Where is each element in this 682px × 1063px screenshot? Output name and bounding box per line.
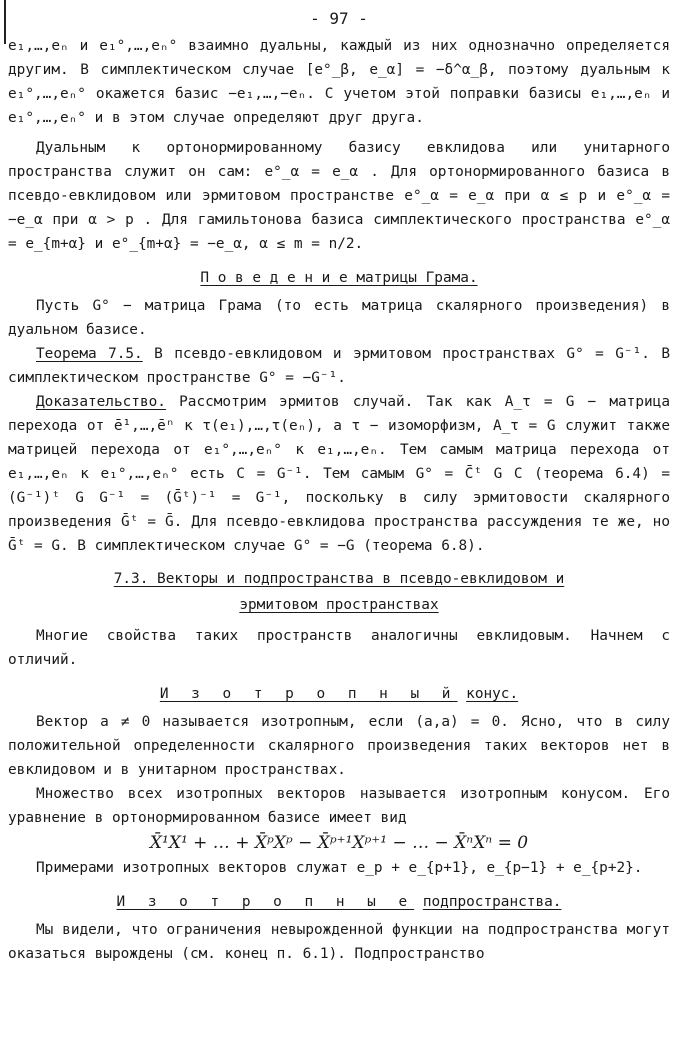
paragraph-orthonormal-dual: Дуальным к ортонормированному базису евклидова или унитарного пространства служит он сам: e°_α = e_α . Для ортонормированного базиса в псевдо-евклидовом или эрмитовом пространстве e°_α = e_α при α ≤ p и e°_α = −e_α при α > p . Для гамильтонова базиса симплектического пространства e°_α = e_{m+α} и e°_{m+α} = −e_α, α ≤ m = n/2.	[8, 140, 670, 252]
cone-equation: X̄¹X¹ + … + X̄ᵖXᵖ − X̄ᵖ⁺¹Xᵖ⁺¹ − … − X̄ⁿXⁿ = 0	[149, 833, 529, 853]
paragraph-isotropic-examples: Примерами изотропных векторов служат e_p + e_{p+1}, e_{p−1} + e_{p+2}.	[36, 860, 643, 876]
paragraph-theorem-7-5	[8, 342, 670, 390]
page-number: - 97 -	[310, 9, 368, 28]
paragraph-dual-bases: e₁,…,eₙ и e₁°,…,eₙ° взаимно дуальны, каждый из них однозначно определяется другим. В симплектическом случае [e°_β, e_α] = −δ^α_β, поэтому дуальным к e₁°,…,eₙ° окажется базис −e₁,…,−eₙ. С учетом этой поправки базисы e₁,…,eₙ и e₁°,…,eₙ° и в этом случае определяют друг друга.	[8, 38, 670, 126]
heading-cone-spaced: И з о т р о п н ы й	[159, 686, 458, 702]
section-title-line2: эрмитовом пространствах	[239, 597, 439, 613]
paragraph-isotropic-cone: Множество всех изотропных векторов называется изотропным конусом. Его уравнение в ортонормированном базисе имеет вид	[8, 786, 670, 826]
heading-isotropic-cone	[8, 680, 670, 708]
paragraph-properties: Многие свойства таких пространств аналогичны евклидовым. Начнем с отличий.	[8, 628, 670, 668]
theorem-label: Теорема 7.5.	[36, 346, 143, 362]
paragraph-degenerate-restriction: Мы видели, что ограничения невырожденной функции на подпространства могут оказаться вырождены (см. конец п. 6.1). Подпространство	[8, 922, 670, 962]
paragraph-proof	[8, 390, 670, 558]
theorem-text: В псевдо-евклидовом и эрмитовом пространствах G° = G⁻¹. В симплектическом пространстве G° = −G⁻¹.	[8, 346, 670, 386]
proof-text: Рассмотрим эрмитов случай. Так как A_τ = G − матрица перехода от ē¹,…,ēⁿ к τ(e₁),…,τ(eₙ), а τ − изоморфизм, A_τ = G служит также матрицей перехода от e₁°,…,eₙ° к e₁,…,eₙ. Тем самым матрица перехода от e₁,…,eₙ к e₁°,…,eₙ° есть C = G⁻¹. Тем самым G° = C̄ᵗ G C (теорема 6.4) = (G⁻¹)ᵗ G G⁻¹ = (Ḡᵗ)⁻¹ = G⁻¹, поскольку в силу эрмитовости скалярного произведения Ḡᵗ = Ḡ. Для псевдо-евклидова пространства рассуждения те же, но Ḡᵗ = G. В симплектическом случае G° = −G (теорема 6.8).	[8, 394, 670, 554]
paragraph-isotropic-vector: Вектор a ≠ 0 называется изотропным, если (a,a) = 0. Ясно, что в силу положительной определенности скалярного произведения таких векторов нет в евклидовом и в унитарном пространствах.	[8, 714, 670, 778]
paragraph-gram-definition: Пусть G° − матрица Грама (то есть матрица скалярного произведения) в дуальном базисе.	[8, 298, 670, 338]
heading-gram-matrix	[8, 264, 670, 292]
section-title-line1: 7.3. Векторы и подпространства в псевдо-евклидовом и	[113, 571, 565, 587]
margin-line	[4, 0, 6, 44]
heading-cone-word: конус.	[466, 686, 519, 702]
heading-gram-text: П о в е д е н и е матрицы Грама.	[200, 270, 478, 286]
proof-label: Доказательство.	[36, 394, 166, 410]
heading-sub-spaced: И з о т р о п н ы е	[116, 894, 415, 910]
heading-sub-word: подпространства.	[422, 894, 562, 910]
section-heading-7-3	[8, 566, 670, 618]
heading-isotropic-subspaces	[8, 888, 670, 916]
